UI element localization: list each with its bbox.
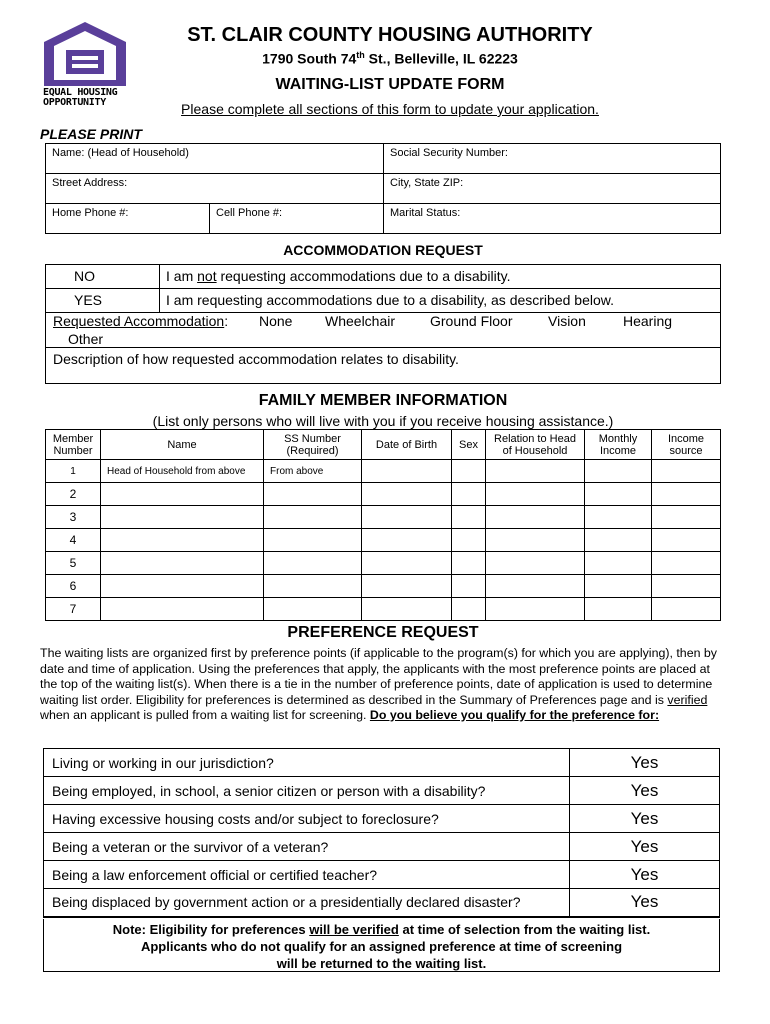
member-name[interactable] [101, 506, 264, 529]
col-member-line1: Member [52, 432, 94, 445]
option-ground-floor[interactable]: Ground Floor [430, 313, 513, 329]
address-pre: 1790 South 74 [262, 50, 357, 67]
col-member-line2: Number [53, 444, 93, 457]
member-name[interactable]: Head of Household from above [101, 460, 264, 483]
member-income[interactable] [585, 575, 652, 598]
member-ss[interactable]: From above [264, 460, 362, 483]
member-sex[interactable] [452, 575, 486, 598]
preference-answer[interactable]: Yes [570, 777, 720, 805]
member-number: 2 [46, 483, 101, 506]
member-relation[interactable] [486, 460, 585, 483]
member-number: 3 [46, 506, 101, 529]
member-income[interactable] [585, 529, 652, 552]
family-table [45, 429, 721, 621]
family-subheading: (List only persons who will live with you if you receive housing assistance.) [152, 413, 614, 429]
note-line-3: will be returned to the waiting list. [276, 956, 487, 971]
note-part-1: Note: Eligibility for preferences [112, 922, 310, 937]
agency-title: ST. CLAIR COUNTY HOUSING AUTHORITY [187, 24, 593, 46]
col-inc-line1: Monthly [598, 432, 638, 445]
pref-p2: when an applicant is pulled from a waiting list for screening. [40, 708, 370, 722]
member-dob[interactable] [362, 529, 452, 552]
address-sup: th [356, 50, 365, 60]
member-dob[interactable] [362, 460, 452, 483]
preference-question: Being displaced by government action or a presidentially declared disaster? [44, 889, 570, 917]
col-ss-line1: SS Number [284, 432, 341, 445]
accommodation-yes-text: I am requesting accommodations due to a disability, as described below. [166, 292, 614, 308]
table-row [44, 889, 720, 917]
member-relation[interactable] [486, 575, 585, 598]
table-row [46, 575, 721, 598]
member-sex[interactable] [452, 460, 486, 483]
preference-table [43, 748, 720, 918]
logo-line-2: OPPORTUNITY [43, 97, 106, 108]
form-title: WAITING-LIST UPDATE FORM [275, 76, 505, 93]
street-address-field[interactable]: Street Address: [46, 174, 384, 204]
col-monthly-income [585, 430, 652, 460]
table-row [46, 460, 721, 483]
member-relation[interactable] [486, 529, 585, 552]
option-wheelchair[interactable]: Wheelchair [325, 313, 396, 329]
note-part-2: at time of selection from the waiting list. [398, 922, 651, 937]
member-relation[interactable] [486, 506, 585, 529]
family-header-row [46, 430, 721, 460]
col-sex: Sex [452, 430, 486, 460]
preference-answer[interactable]: Yes [570, 833, 720, 861]
member-dob[interactable] [362, 506, 452, 529]
member-ss[interactable] [264, 552, 362, 575]
member-sex[interactable] [452, 483, 486, 506]
marital-status-field[interactable]: Marital Status: [384, 204, 721, 234]
table-row [46, 598, 721, 621]
table-row [44, 833, 720, 861]
option-hearing[interactable]: Hearing [623, 313, 673, 329]
preference-question: Being a law enforcement official or certified teacher? [44, 861, 570, 889]
no-text-not: not [197, 268, 217, 284]
option-vision[interactable]: Vision [548, 313, 586, 329]
member-ss[interactable] [264, 529, 362, 552]
member-name[interactable] [101, 575, 264, 598]
requested-accommodation: Requested Accommodation: None Wheelchair Ground Floor Vision Hearing [53, 313, 673, 329]
col-relation [486, 430, 585, 460]
no-text-post: requesting accommodations due to a disability. [216, 268, 511, 284]
member-income-source[interactable] [652, 483, 721, 506]
col-member-number [46, 430, 101, 460]
home-phone-field[interactable]: Home Phone #: [46, 204, 210, 234]
member-dob[interactable] [362, 483, 452, 506]
table-row [46, 506, 721, 529]
pref-p1: The waiting lists are organized first by preference points (if applicable to the program(s) for which you are applying), then by date and time of application. Using the preferences that apply, the applicants with the most preference points are placed at the top of the waiting list(s). When there is a tie in the number of preference points, date of application is used to determine waiting list order. Eligibility for preferences is determined as described in the Summary of Preferences page and is [40, 646, 718, 707]
please-print-label: PLEASE PRINT [40, 126, 142, 142]
accommodation-yes-label[interactable]: YES [46, 289, 160, 312]
col-src-line1: Income [667, 432, 705, 445]
accommodation-description-field[interactable]: Description of how requested accommodation relates to disability. [46, 347, 720, 370]
name-field[interactable]: Name: (Head of Household) [46, 144, 384, 174]
member-relation[interactable] [486, 483, 585, 506]
preference-answer[interactable]: Yes [570, 861, 720, 889]
col-ss-line2: (Required) [286, 444, 339, 457]
address-post: St., Belleville, IL 62223 [364, 50, 518, 67]
member-ss[interactable] [264, 483, 362, 506]
option-other[interactable]: Other [68, 331, 104, 347]
eligibility-note [43, 919, 720, 972]
logo-line-1: EQUAL HOUSING [43, 87, 118, 98]
member-income-source[interactable] [652, 460, 721, 483]
col-inc-line2: Income [599, 444, 637, 457]
ssn-field[interactable]: Social Security Number: [384, 144, 721, 174]
accommodation-no-label[interactable]: NO [46, 265, 160, 288]
cell-phone-field[interactable]: Cell Phone #: [210, 204, 384, 234]
accommodation-yes-row[interactable] [46, 289, 720, 313]
note-line-2: Applicants who do not qualify for an assigned preference at time of screening [140, 939, 623, 954]
city-state-zip-field[interactable]: City, State ZIP: [384, 174, 721, 204]
member-relation[interactable] [486, 552, 585, 575]
member-name[interactable] [101, 598, 264, 621]
equal-housing-logo-text [43, 88, 127, 108]
member-sex[interactable] [452, 552, 486, 575]
col-ss-number [264, 430, 362, 460]
member-name[interactable] [101, 483, 264, 506]
member-sex[interactable] [452, 506, 486, 529]
form-instruction: Please complete all sections of this form to update your application. [181, 101, 599, 117]
col-income-source [652, 430, 721, 460]
preference-heading: PREFERENCE REQUEST [287, 624, 479, 641]
member-dob[interactable] [362, 552, 452, 575]
accommodation-no-row[interactable] [46, 265, 720, 289]
col-rel-line2: of Household [502, 444, 568, 457]
accommodation-section [45, 264, 721, 384]
member-number: 4 [46, 529, 101, 552]
member-number: 7 [46, 598, 101, 621]
member-sex[interactable] [452, 529, 486, 552]
table-row [44, 749, 720, 777]
member-ss[interactable] [264, 575, 362, 598]
member-income-source[interactable] [652, 575, 721, 598]
pref-question: Do you believe you qualify for the preference for: [369, 708, 660, 722]
equal-housing-house-icon [40, 20, 130, 90]
preference-answer[interactable]: Yes [570, 889, 720, 917]
option-none[interactable]: None [259, 313, 293, 329]
member-income-source[interactable] [652, 598, 721, 621]
preference-paragraph [40, 646, 730, 724]
requested-accommodation-label: Requested Accommodation [53, 313, 225, 329]
table-row [46, 552, 721, 575]
preference-question: Living or working in our jurisdiction? [44, 749, 570, 777]
table-row [44, 777, 720, 805]
col-rel-line1: Relation to Head [494, 432, 576, 445]
member-name[interactable] [101, 552, 264, 575]
member-income-source[interactable] [652, 552, 721, 575]
accommodation-no-text [166, 268, 511, 284]
pref-verified: verified [667, 692, 708, 707]
agency-address [130, 50, 650, 67]
member-ss[interactable] [264, 598, 362, 621]
member-income[interactable] [585, 483, 652, 506]
member-income[interactable] [585, 552, 652, 575]
no-text-pre: I am [166, 268, 198, 284]
col-src-line2: source [669, 444, 703, 457]
member-dob[interactable] [362, 575, 452, 598]
member-number: 1 [46, 460, 101, 483]
member-dob[interactable] [362, 598, 452, 621]
preference-question: Being employed, in school, a senior citizen or person with a disability? [44, 777, 570, 805]
member-income[interactable] [585, 460, 652, 483]
preference-answer[interactable]: Yes [570, 805, 720, 833]
accommodation-heading: ACCOMMODATION REQUEST [283, 242, 483, 258]
member-name[interactable] [101, 529, 264, 552]
note-line-1 [44, 921, 719, 938]
col-name: Name [101, 430, 264, 460]
table-row [44, 861, 720, 889]
col-dob: Date of Birth [362, 430, 452, 460]
family-heading: FAMILY MEMBER INFORMATION [258, 392, 508, 409]
member-ss[interactable] [264, 506, 362, 529]
member-income-source[interactable] [652, 529, 721, 552]
member-sex[interactable] [452, 598, 486, 621]
note-verified: will be verified [309, 922, 399, 937]
table-row [46, 529, 721, 552]
applicant-info-table [45, 143, 721, 234]
preference-question: Being a veteran or the survivor of a veteran? [44, 833, 570, 861]
member-income[interactable] [585, 598, 652, 621]
member-number: 6 [46, 575, 101, 598]
table-row [46, 483, 721, 506]
table-row [44, 805, 720, 833]
preference-question: Having excessive housing costs and/or subject to foreclosure? [44, 805, 570, 833]
member-income-source[interactable] [652, 506, 721, 529]
member-relation[interactable] [486, 598, 585, 621]
member-income[interactable] [585, 506, 652, 529]
member-number: 5 [46, 552, 101, 575]
preference-answer[interactable]: Yes [570, 749, 720, 777]
